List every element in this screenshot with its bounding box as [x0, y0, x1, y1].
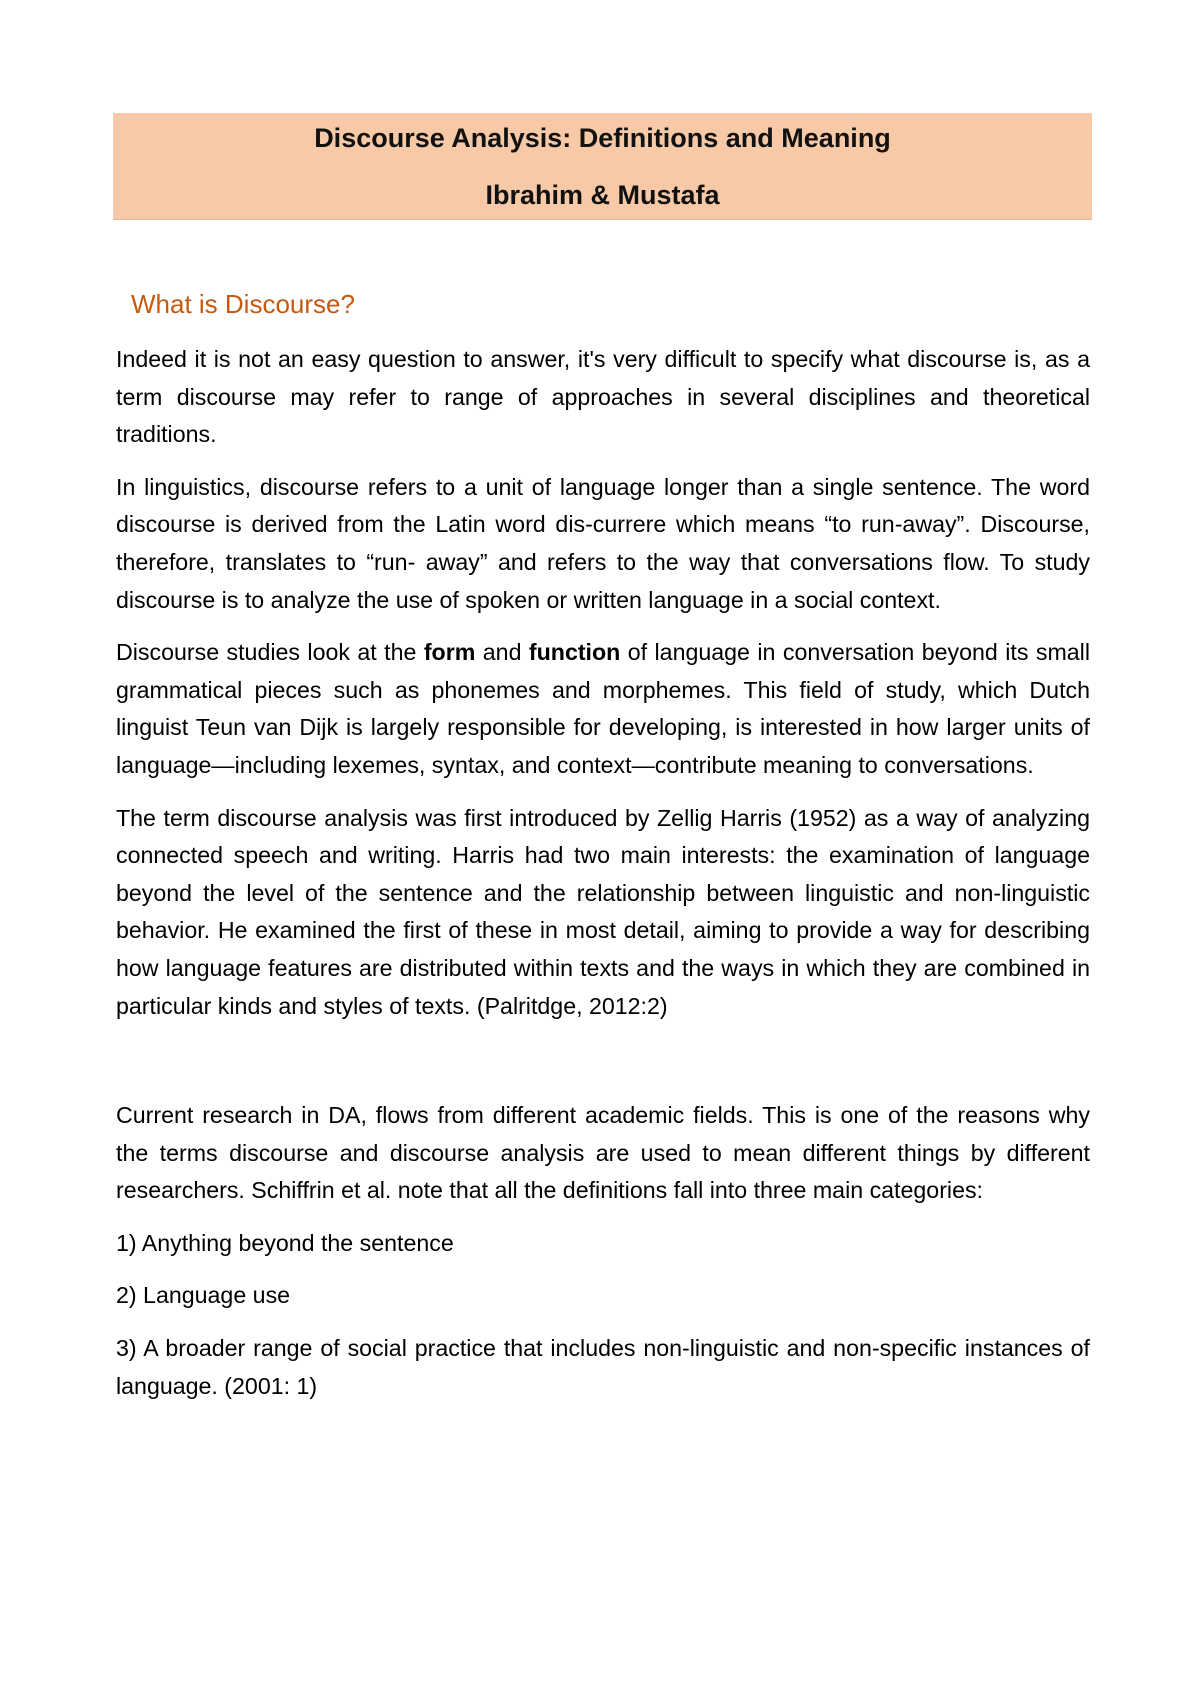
paragraph-1: Indeed it is not an easy question to answer, it's very difficult to specify what discourse is, as a term discourse may refer to range of approaches in several disciplines and theoretical traditions. — [116, 346, 1090, 448]
title-banner — [113, 113, 1092, 220]
term-function: function — [528, 639, 621, 666]
list-item-2: 2) Language use — [116, 1282, 291, 1309]
paragraph-3 — [116, 634, 1090, 784]
paragraph-3-text-c: of language in conversation beyond its small grammatical pieces such as phonemes and morphemes. This field of study, which Dutch linguist Teun van Dijk is largely responsible for developing, is interested in how larger units of language—including lexemes, syntax, and context—contribute meaning to conversations. — [116, 639, 1090, 778]
paragraph-3-text-a: Discourse studies look at the — [116, 639, 424, 666]
document-title: Discourse Analysis: Definitions and Meaning — [314, 123, 891, 153]
list-item-1: 1) Anything beyond the sentence — [116, 1229, 454, 1256]
paragraph-2: In linguistics, discourse refers to a unit of language longer than a single sentence. The word discourse is derived from the Latin word dis-currere which means “to run-away”. Discourse, therefore, translates to “run- away” and refers to the way that conversations flow. To study discourse is to analyze the use of spoken or written language in a social context. — [116, 473, 1090, 613]
paragraph-5: Current research in DA, flows from different academic fields. This is one of the reasons why the terms discourse and discourse analysis are used to mean different things by different researchers. Schiffrin et al. note that all the definitions fall into three main categories: — [116, 1102, 1090, 1204]
paragraph-3-text-b: and — [475, 639, 529, 666]
paragraph-4: The term discourse analysis was first introduced by Zellig Harris (1952) as a way of analyzing connected speech and writing. Harris had two main interests: the examination of language beyond the level of the sentence and the relationship between linguistic and non-linguistic behavior. He examined the first of these in most detail, aiming to provide a way for describing how language features are distributed within texts and the ways in which they are combined in particular kinds and styles of texts. (Palritdge, 2012:2) — [116, 804, 1090, 1019]
term-form: form — [423, 639, 476, 666]
section-heading: What is Discourse? — [131, 289, 355, 319]
document-authors: Ibrahim & Mustafa — [485, 180, 720, 210]
list-item-3: 3) A broader range of social practice that includes non-linguistic and non-specific instances of language. (2001: 1) — [116, 1335, 1090, 1399]
body-text — [116, 341, 1090, 1405]
